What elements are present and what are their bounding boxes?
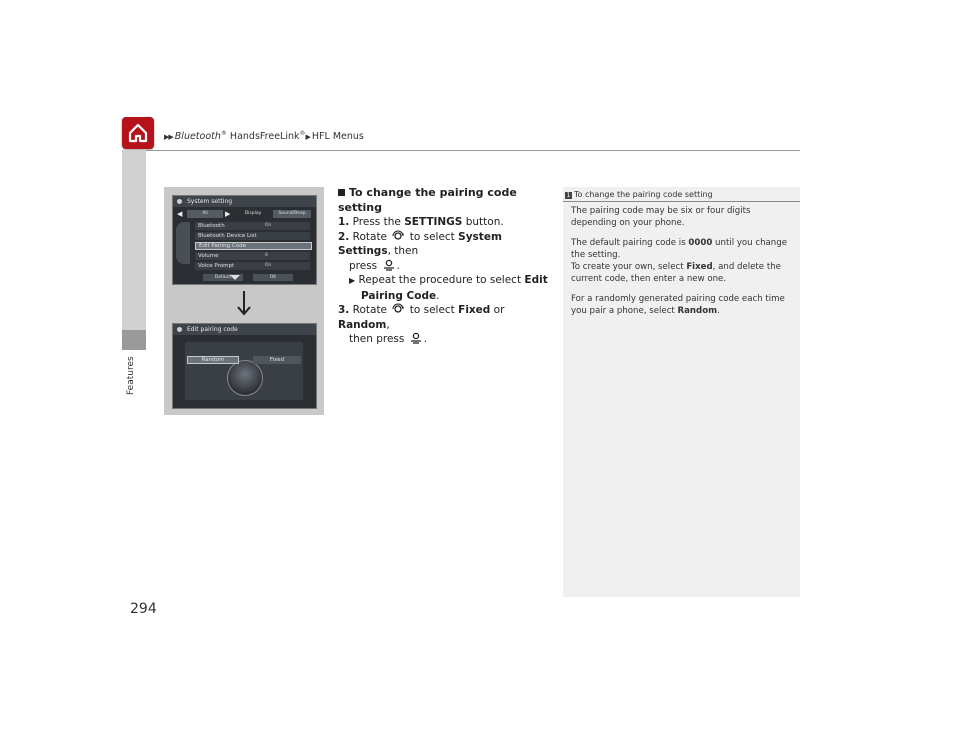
interface-dial-rotate-icon bbox=[392, 230, 404, 242]
step-bold: Pairing Code bbox=[361, 289, 437, 302]
note-marker-icon: 1 bbox=[566, 192, 571, 199]
screen-title bbox=[173, 324, 316, 335]
step-text: press bbox=[349, 259, 378, 272]
screen-row-value: On bbox=[265, 263, 272, 268]
note-paragraph: The pairing code may be six or four digits depending on your phone. bbox=[571, 206, 751, 229]
section-tab bbox=[122, 150, 146, 330]
screen-title-icon bbox=[177, 327, 182, 332]
interface-dial-rotate-icon bbox=[392, 303, 404, 315]
option-fixed: Fixed bbox=[253, 356, 301, 364]
step-text: , bbox=[386, 318, 390, 331]
breadcrumb bbox=[164, 130, 364, 142]
note-text: , and delete the current code, then enter a new one. bbox=[571, 262, 781, 285]
step-text: , then bbox=[387, 245, 419, 257]
step-text: Rotate bbox=[352, 230, 388, 243]
section-label: Features bbox=[126, 356, 136, 395]
screen-title-text: System setting bbox=[187, 198, 233, 205]
note-bold: Random bbox=[677, 306, 718, 317]
screen-row-value: 6 bbox=[265, 253, 268, 258]
note-text: The default pairing code is bbox=[571, 237, 689, 248]
screen-row-label: Volume bbox=[198, 253, 219, 259]
home-button[interactable] bbox=[122, 117, 154, 149]
step-number: 3. bbox=[338, 304, 350, 316]
note-paragraph bbox=[571, 237, 795, 262]
screen-row-value: On bbox=[265, 223, 272, 228]
step-number: 2. bbox=[338, 230, 350, 243]
screen-row bbox=[195, 222, 310, 230]
tab-left-arrow-icon: ◀ bbox=[177, 210, 183, 218]
screen-tabs bbox=[177, 210, 312, 218]
step-text: . bbox=[423, 333, 428, 345]
screen-row-label: Voice Prompt bbox=[198, 263, 235, 269]
step-text: button. bbox=[462, 216, 504, 228]
substep-arrow-icon: ▶ bbox=[349, 276, 356, 285]
step-bold: Fixed bbox=[458, 304, 491, 316]
side-note bbox=[563, 187, 800, 597]
step-text: Rotate bbox=[352, 304, 388, 316]
step-3 bbox=[338, 303, 553, 332]
screen-row-label: Bluetooth bbox=[198, 223, 225, 229]
step-text: Press the bbox=[352, 216, 405, 228]
header-divider bbox=[122, 150, 800, 151]
screen-title bbox=[173, 196, 316, 207]
screen-row bbox=[195, 232, 310, 240]
note-heading bbox=[563, 189, 800, 202]
section-tab-active bbox=[122, 330, 146, 350]
screen-title-text: Edit pairing code bbox=[187, 326, 238, 333]
home-icon bbox=[127, 122, 149, 144]
square-bullet-icon bbox=[338, 189, 345, 196]
note-text: For a randomly generated pairing code each time you pair a phone, select bbox=[571, 293, 785, 317]
registered-mark: ® bbox=[299, 130, 306, 137]
step-2-substep-cont bbox=[338, 289, 553, 304]
tab-display: Display bbox=[244, 211, 262, 216]
step-bold: System Settings bbox=[338, 230, 502, 257]
tab-sound-beep: Sound/Beep bbox=[273, 210, 311, 218]
note-body bbox=[571, 205, 795, 324]
edit-pairing-code-screen bbox=[172, 323, 317, 409]
breadcrumb-separator: ▶▶ bbox=[164, 133, 173, 142]
section-heading-text: To change the pairing code setting bbox=[338, 186, 517, 214]
step-2-cont bbox=[338, 259, 553, 274]
note-heading-text: To change the pairing code setting bbox=[574, 190, 713, 199]
step-number: 1. bbox=[338, 216, 350, 228]
screen-row-selected bbox=[195, 242, 312, 250]
step-text: to select bbox=[409, 304, 459, 316]
arrow-down-icon bbox=[236, 290, 252, 316]
screen-row-label: Bluetooth Device List bbox=[198, 233, 257, 239]
screen-default-button: Default bbox=[203, 274, 243, 281]
step-text: . bbox=[436, 289, 440, 302]
page-number: 294 bbox=[130, 601, 157, 617]
step-2 bbox=[338, 230, 553, 259]
note-paragraph bbox=[571, 261, 795, 286]
step-bold: SETTINGS bbox=[404, 216, 463, 228]
interface-dial-press-icon bbox=[410, 332, 422, 344]
dial-icon bbox=[227, 360, 263, 396]
breadcrumb-hfl-menus[interactable]: HFL Menus bbox=[311, 131, 364, 143]
screen-side-wing bbox=[176, 222, 190, 264]
pairing-option-panel bbox=[185, 342, 303, 400]
step-bold: Random bbox=[338, 318, 387, 331]
breadcrumb-handsfreelink[interactable]: HandsFreeLink bbox=[226, 131, 300, 143]
screen-title-icon bbox=[177, 199, 182, 204]
screen-ok-button: OK bbox=[253, 274, 293, 281]
interface-dial-press-icon bbox=[383, 259, 395, 271]
step-text: then press bbox=[349, 333, 405, 345]
note-text: until you change the setting. bbox=[571, 237, 787, 260]
tab-all: All bbox=[187, 210, 223, 218]
screen-row-label: Edit Pairing Code bbox=[199, 243, 246, 249]
screen-row bbox=[195, 262, 310, 270]
screen-illustration bbox=[164, 187, 324, 415]
tab-right-arrow-icon: ▶ bbox=[225, 210, 231, 218]
breadcrumb-separator: ▶ bbox=[305, 133, 310, 142]
step-text: . bbox=[396, 259, 400, 272]
option-random: Random bbox=[187, 356, 239, 364]
system-setting-screen bbox=[172, 195, 317, 285]
note-bold: 0000 bbox=[688, 237, 713, 248]
note-text: . bbox=[717, 306, 720, 317]
step-text: Repeat the procedure to select bbox=[358, 274, 525, 286]
registered-mark: ® bbox=[220, 130, 227, 137]
step-text: to select bbox=[409, 230, 459, 243]
step-2-substep bbox=[338, 273, 553, 289]
step-3-cont bbox=[338, 332, 553, 347]
screen-row bbox=[195, 252, 310, 260]
section-heading bbox=[338, 186, 553, 215]
breadcrumb-bluetooth[interactable]: Bluetooth bbox=[174, 131, 221, 143]
note-text: To create your own, select bbox=[571, 262, 687, 273]
instruction-steps bbox=[338, 186, 553, 347]
step-bold: Edit bbox=[524, 274, 548, 286]
note-paragraph bbox=[571, 293, 795, 318]
step-text: or bbox=[490, 304, 505, 316]
note-bold: Fixed bbox=[686, 262, 713, 273]
step-1 bbox=[338, 215, 553, 230]
chevron-down-icon bbox=[230, 275, 240, 280]
